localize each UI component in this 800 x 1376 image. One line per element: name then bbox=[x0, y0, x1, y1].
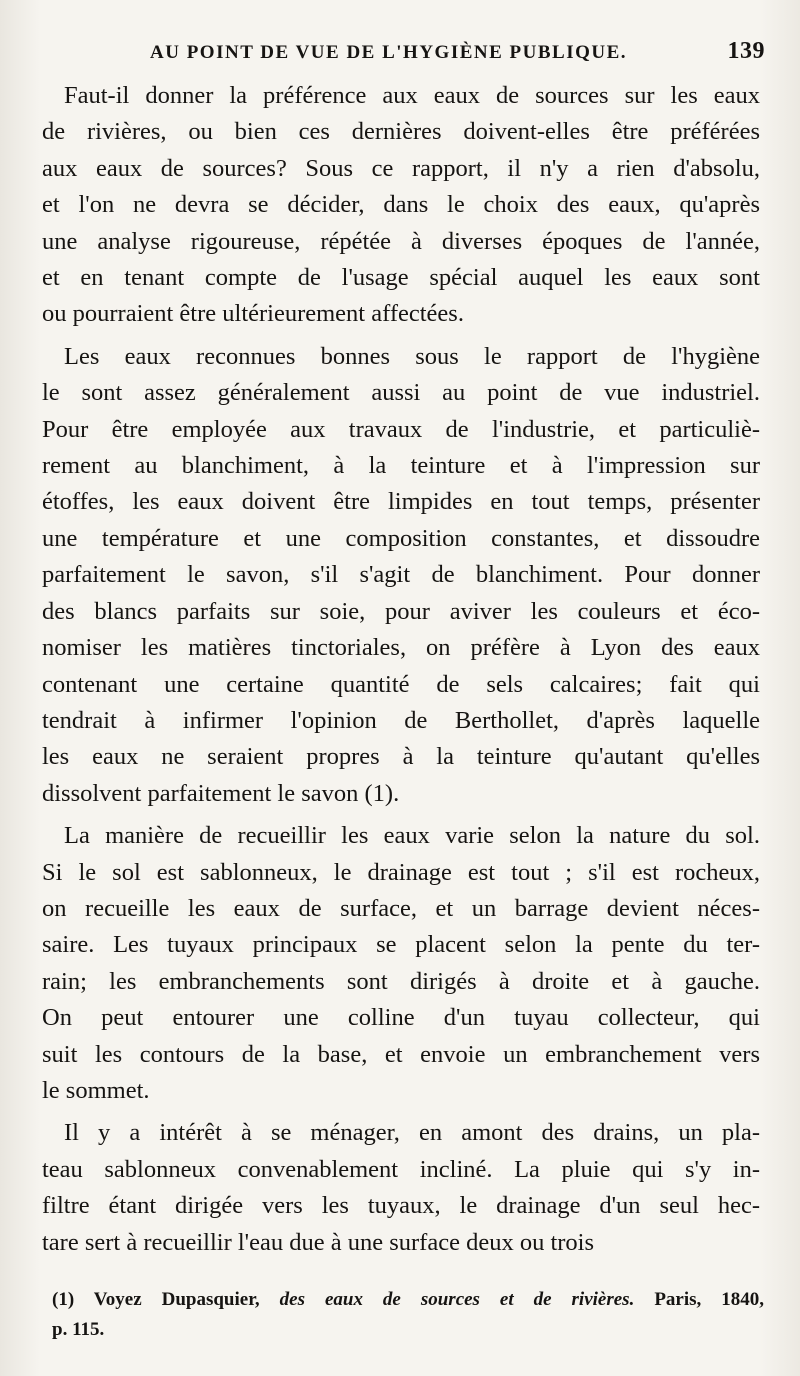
text-line: Faut-il donner la préférence aux eaux de sources sur les eaux bbox=[64, 82, 760, 109]
text-line: rain; les embranchements sont dirigés à droite et à gauche. bbox=[42, 967, 760, 995]
text-line: Si le sol est sablonneux, le drainage est tout ; s'il est rocheux, bbox=[42, 858, 760, 886]
text-line: et en tenant compte de l'usage spécial auquel les eaux sont bbox=[42, 264, 760, 292]
text-line: de rivières, ou bien ces dernières doivent-elles être préférées bbox=[42, 118, 760, 146]
text-line: La manière de recueillir les eaux varie selon la nature du sol. bbox=[64, 822, 760, 850]
text-line: les eaux ne seraient propres à la teinture qu'autant qu'elles bbox=[42, 743, 760, 771]
text-line: teau sablonneux convenablement incliné. La pluie qui s'y in- bbox=[42, 1155, 760, 1183]
paragraph bbox=[42, 1115, 760, 1261]
footnote-line bbox=[52, 1285, 764, 1315]
text-line: une température et une composition constantes, et dissoudre bbox=[42, 524, 760, 552]
text-line: contenant une certaine quantité de sels calcaires; fait qui bbox=[42, 670, 760, 698]
paragraph bbox=[42, 339, 760, 812]
text-line: aux eaux de sources? Sous ce rapport, il n'y a rien d'absolu, bbox=[42, 154, 760, 182]
footnote-place-year: Paris, 1840, bbox=[654, 1289, 765, 1310]
text-line: dissolvent parfaitement le savon (1). bbox=[42, 779, 400, 807]
text-line: Il y a intérêt à se ménager, en amont des drains, un pla- bbox=[64, 1119, 760, 1147]
running-title: AU POINT DE VUE DE L'HYGIÈNE PUBLIQUE. bbox=[150, 42, 628, 63]
text-line: ou pourraient être ultérieurement affectées. bbox=[42, 300, 464, 328]
text-line: étoffes, les eaux doivent être limpides en tout temps, présenter bbox=[42, 488, 760, 516]
text-line: filtre étant dirigée vers les tuyaux, le drainage d'un seul hec- bbox=[42, 1192, 760, 1220]
text-line: On peut entourer une colline d'un tuyau collecteur, qui bbox=[42, 1004, 760, 1032]
text-line: Les eaux reconnues bonnes sous le rapport de l'hygiène bbox=[64, 342, 760, 370]
text-line: tare sert à recueillir l'eau due à une surface deux ou trois bbox=[42, 1228, 595, 1256]
text-line: parfaitement le savon, s'il s'agit de blanchiment. Pour donner bbox=[42, 561, 760, 589]
text-line: on recueille les eaux de surface, et un barrage devient néces- bbox=[42, 894, 760, 922]
text-line: et l'on ne devra se décider, dans le choix des eaux, qu'après bbox=[42, 191, 760, 219]
text-line: saire. Les tuyaux principaux se placent selon la pente du ter- bbox=[42, 931, 760, 959]
footnote-work-title: des eaux de sources et de rivières. bbox=[279, 1289, 635, 1310]
paragraph bbox=[42, 78, 760, 333]
text-line: rement au blanchiment, à la teinture et à l'impression sur bbox=[42, 452, 760, 480]
page-number: 139 bbox=[727, 38, 765, 64]
text-line: une analyse rigoureuse, répétée à diverses époques de l'année, bbox=[42, 227, 760, 255]
text-line: nomiser les matières tinctoriales, on préfère à Lyon des eaux bbox=[42, 634, 760, 662]
footnote bbox=[52, 1285, 764, 1345]
text-line: le sommet. bbox=[42, 1076, 150, 1104]
running-header bbox=[150, 38, 765, 72]
text-line: tendrait à infirmer l'opinion de Berthollet, d'après laquelle bbox=[42, 706, 760, 734]
footnote-pages: p. 115. bbox=[52, 1319, 105, 1340]
text-line: suit les contours de la base, et envoie un embranchement vers bbox=[42, 1040, 760, 1068]
footnote-marker: (1) Voyez Dupasquier, bbox=[52, 1289, 260, 1310]
body-text bbox=[42, 78, 760, 1261]
paragraph bbox=[42, 818, 760, 1109]
text-line: Pour être employée aux travaux de l'industrie, et particuliè- bbox=[42, 415, 760, 443]
text-line: des blancs parfaits sur soie, pour aviver les couleurs et éco- bbox=[42, 597, 760, 625]
text-line: le sont assez généralement aussi au point de vue industriel. bbox=[42, 379, 760, 407]
